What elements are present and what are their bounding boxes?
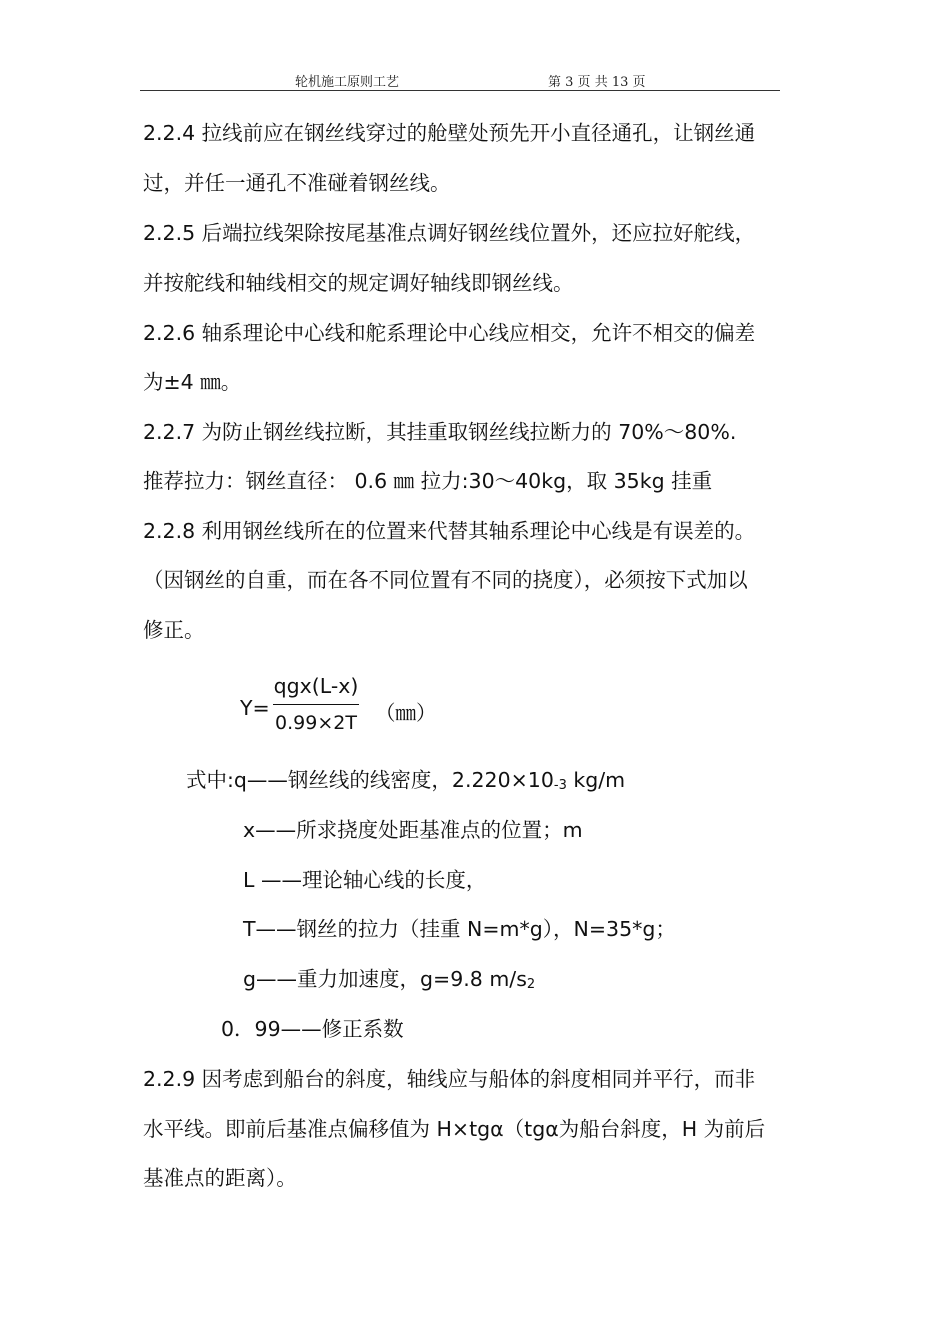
definition-correction-factor: 0．99——修正系数 [221, 1017, 404, 1041]
formula-fraction [273, 672, 359, 737]
header-total-pages: 共 13 页 [594, 75, 646, 90]
paragraph-2-2-9-line-2: 水平线。即前后基准点偏移值为 H×tgα（tgα为船台斜度，H 为前后 [143, 1117, 766, 1141]
paragraph-2-2-5-line-1: 2.2.5 后端拉线架除按尾基准点调好钢丝线位置外，还应拉好舵线， [143, 221, 756, 245]
paragraph-2-2-7-line-2: 推荐拉力：钢丝直径： 0.6 ㎜ 拉力:30～40kg，取 35kg 挂重 [143, 469, 713, 493]
paragraph-2-2-7-line-1: 2.2.7 为防止钢丝线拉断，其挂重取钢丝线拉断力的 70%～80%. [143, 420, 737, 444]
definition-x: x——所求挠度处距基准点的位置；m [243, 818, 583, 842]
paragraph-2-2-9-line-3: 基准点的距离）。 [143, 1166, 297, 1190]
fraction-bar [273, 704, 359, 705]
definition-q-unit: kg/m [566, 768, 626, 792]
definition-T: T——钢丝的拉力（挂重 N=m*g），N=35*g； [243, 917, 676, 941]
definition-q-exponent: -3 [553, 778, 567, 793]
header-page-number: 第 3 页 [548, 75, 591, 90]
paragraph-2-2-9-line-1: 2.2.9 因考虑到船台的斜度，轴线应与船体的斜度相同并平行，而非 [143, 1067, 756, 1091]
definition-q-text: 式中:q——钢丝线的线密度，2.220×10 [186, 768, 554, 792]
paragraph-2-2-4-line-1: 2.2.4 拉线前应在钢丝线穿过的舱壁处预先开小直径通孔，让钢丝通 [143, 121, 756, 145]
paragraph-2-2-5-line-2: 并按舵线和轴线相交的规定调好轴线即钢丝线。 [143, 271, 574, 295]
definition-g-text: g——重力加速度，g=9.8 m/s [243, 967, 527, 991]
paragraph-2-2-8-line-3: 修正。 [143, 618, 205, 642]
paragraph-2-2-8-line-1: 2.2.8 利用钢丝线所在的位置来代替其轴系理论中心线是有误差的。 [143, 519, 756, 543]
definition-L: L ——理论轴心线的长度， [243, 868, 487, 892]
header-page-info [548, 71, 646, 90]
page-header [140, 68, 780, 91]
paragraph-2-2-6-line-1: 2.2.6 轴系理论中心线和舵系理论中心线应相交，允许不相交的偏差 [143, 321, 756, 345]
definition-g-exponent: 2 [526, 977, 536, 992]
formula-numerator: qgx(L-x) [273, 674, 359, 698]
formula-unit: （㎜） [375, 701, 437, 725]
definition-g [243, 965, 535, 997]
formula-denominator: 0.99×2T [275, 712, 357, 734]
definition-q [186, 766, 625, 798]
formula-lhs: Y= [240, 696, 270, 720]
paragraph-2-2-6-line-2: 为±4 ㎜。 [143, 370, 242, 394]
header-title: 轮机施工原则工艺 [295, 75, 400, 90]
paragraph-2-2-4-line-2: 过，并任一通孔不准碰着钢丝线。 [143, 171, 451, 195]
paragraph-2-2-8-line-2: （因钢丝的自重，而在各不同位置有不同的挠度），必须按下式加以 [143, 568, 748, 592]
